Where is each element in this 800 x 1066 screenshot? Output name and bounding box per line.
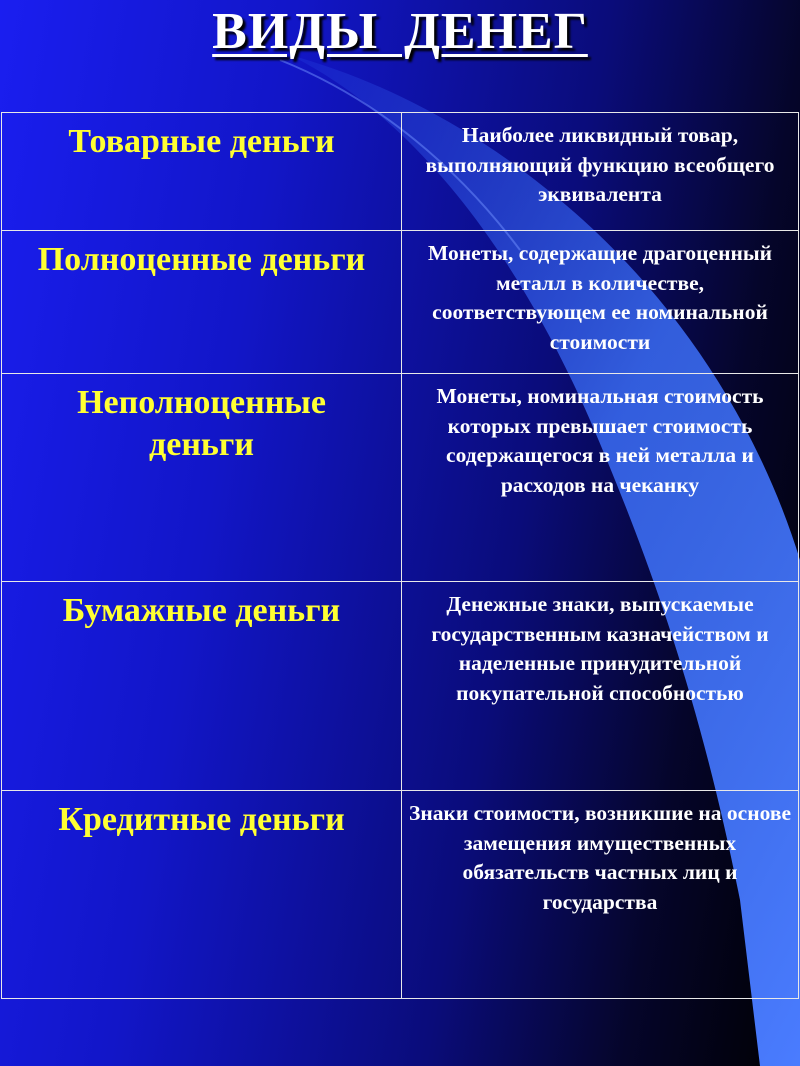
definition-cell: Знаки стоимости, возникшие на основе замещения имущественных обязательств частных лиц и государства [402,791,799,999]
term-cell [2,582,402,791]
term-cell [2,374,402,582]
term-cell [2,113,402,231]
page-title: ВИДЫ ДЕНЕГ [212,3,588,60]
table-row [2,113,799,231]
table-row [2,231,799,374]
term-text: Неполноценные деньги [77,384,326,463]
table-row [2,374,799,582]
term-text: Товарные деньги [68,123,335,160]
money-types-table [1,112,799,999]
term-text: Бумажные деньги [62,592,341,629]
term-text: Полноценные деньги [37,241,366,278]
definition-cell: Денежные знаки, выпускаемые государственным казначейством и наделенные принудительной покупательной способностью [402,582,799,791]
definition-cell: Монеты, номинальная стоимость которых превышает стоимость содержащегося в ней металла и расходов на чеканку [402,374,799,582]
definition-cell: Монеты, содержащие драгоценный металл в количестве, соответствующем ее номинальной стоимости [402,231,799,374]
term-cell [2,791,402,999]
term-cell [2,231,402,374]
term-text: Кредитные деньги [58,801,345,838]
table-row [2,791,799,999]
table-row [2,582,799,791]
definition-cell: Наиболее ликвидный товар, выполняющий функцию всеобщего эквивалента [402,113,799,231]
